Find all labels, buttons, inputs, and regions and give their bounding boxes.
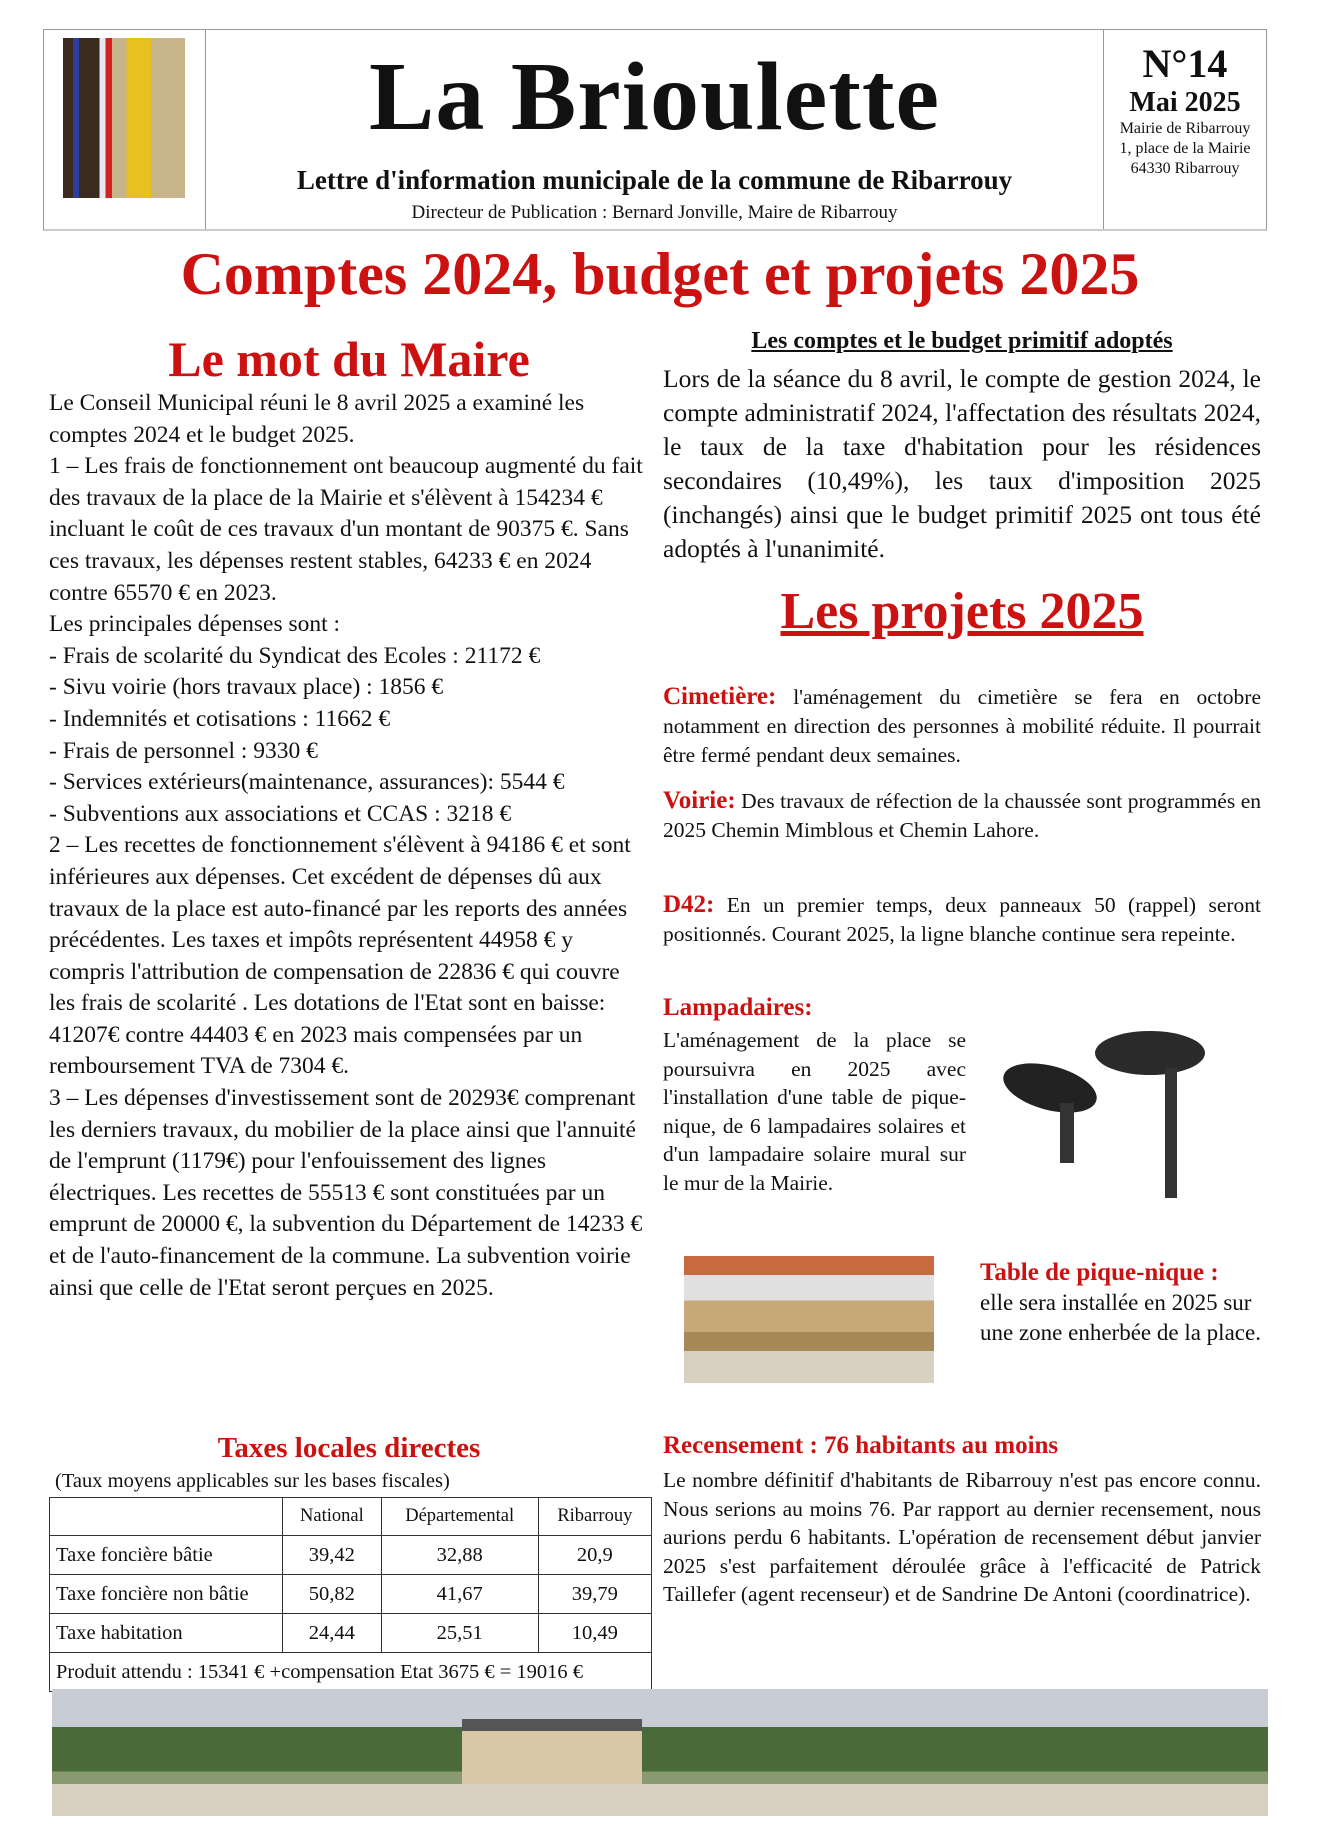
cell: 41,67 xyxy=(381,1575,538,1614)
newsletter-title: La Brioulette xyxy=(369,43,940,151)
projet-cimetiere xyxy=(663,682,1261,770)
cell: 39,79 xyxy=(538,1575,651,1614)
town-hall-building xyxy=(462,1719,642,1784)
village-panorama-photo xyxy=(52,1689,1268,1816)
header-cell: Départemental xyxy=(381,1498,538,1536)
paragraph: 1 – Les frais de fonctionnement ont beaucoup augmenté du fait des travaux de la place de la Mairie et s'élèvent à 154234 € incluant le coût de ces travaux d'un montant de 90375 €. Sans ces travaux, les dépenses restent stables, 64233 € en 2024 contre 65570 € en 2023. xyxy=(49,453,643,606)
recensement-title: Recensement : 76 habitants au moins xyxy=(663,1432,1059,1459)
masthead-photo-cell xyxy=(44,30,206,229)
table-row xyxy=(50,1536,652,1575)
town-hall-flags-photo xyxy=(63,38,185,198)
header-cell xyxy=(50,1498,283,1536)
table-footer-row xyxy=(50,1653,652,1692)
cell: 25,51 xyxy=(381,1614,538,1653)
address-line: 64330 Ribarrouy xyxy=(1130,160,1240,177)
mot-du-maire-title: Le mot du Maire xyxy=(168,331,530,387)
projet-label: Table de pique-nique : xyxy=(980,1259,1219,1286)
list-item: - Indemnités et cotisations : 11662 € xyxy=(49,705,391,732)
projet-voirie xyxy=(663,786,1261,845)
newsletter-subtitle: Lettre d'information municipale de la commune de Ribarrouy xyxy=(296,165,1013,195)
projet-label: D42: xyxy=(663,891,715,918)
taxes-title: Taxes locales directes xyxy=(217,1432,481,1464)
table-row xyxy=(50,1614,652,1653)
picnic-table-photo xyxy=(684,1256,934,1383)
projet-text: l'aménagement du cimetière se fera en octobre notamment en direction des personnes à mobilité réduite. Il pourrait être fermé pendant deux semaines. xyxy=(663,685,1261,767)
projet-label: Voirie: xyxy=(663,787,736,814)
projet-text: elle sera installée en 2025 sur une zone enherbée de la place. xyxy=(980,1290,1261,1345)
paragraph: Les principales dépenses sont : xyxy=(49,611,341,638)
list-item: - Sivu voirie (hors travaux place) : 1856 € xyxy=(49,674,444,701)
cell: 20,9 xyxy=(538,1536,651,1575)
taxes-subtitle: (Taux moyens applicables sur les bases fiscales) xyxy=(55,1470,450,1492)
header-cell: Ribarrouy xyxy=(538,1498,651,1536)
issue-number: N°14 xyxy=(1142,41,1228,86)
paragraph: Le Conseil Municipal réuni le 8 avril 2025 a examiné les comptes 2024 et le budget 2025. xyxy=(49,390,585,448)
list-item: - Services extérieurs(maintenance, assurances): 5544 € xyxy=(49,769,565,796)
recensement-text: Le nombre définitif d'habitants de Ribarrouy n'est pas encore connu. Nous serions au moins 76. Par rapport au dernier recensement, nous aurions perdu 6 habitants. L'opération de recensement début janvier 2025 s'est parfaitement déroulée grâce à l'efficacité de Patrick Taillefer (agent recenseur) et de Sandrine De Antoni (coordinatrice). xyxy=(663,1468,1261,1607)
comptes-title: Les comptes et le budget primitif adoptés xyxy=(751,328,1173,354)
cell: 50,82 xyxy=(283,1575,382,1614)
address-line: 1, place de la Mairie xyxy=(1119,140,1251,157)
lampadaires-text: L'aménagement de la place se poursuivra en 2025 avec l'installation d'une table de pique-nique, de 6 lampadaires solaires et d'un lampadaire solaire mural sur le mur de la Mairie. xyxy=(663,1028,966,1195)
main-headline: Comptes 2024, budget et projets 2025 xyxy=(180,241,1140,307)
header-cell: National xyxy=(283,1498,382,1536)
projet-d42 xyxy=(663,890,1261,949)
paragraph: 3 – Les dépenses d'investissement sont de 20293€ comprenant les derniers travaux, du mobilier de la place ainsi que l'annuité de l'emprunt (1179€) pour l'enfouissement des lignes électriques. Les recettes de 55513 € sont constituées par un emprunt de 20000 €, la subvention du Département de 14233 € et de l'auto-financement de la commune. La subvention voirie ainsi que celle de l'Etat seront perçues en 2025. xyxy=(49,1085,643,1301)
taxes-table xyxy=(49,1497,652,1692)
cell: 39,42 xyxy=(283,1536,382,1575)
projet-text: En un premier temps, deux panneaux 50 (rappel) seront positionnés. Courant 2025, la ligne blanche continue sera repeinte. xyxy=(663,893,1261,946)
cell: 24,44 xyxy=(283,1614,382,1653)
address-line: Mairie de Ribarrouy xyxy=(1119,120,1251,137)
list-item: - Frais de scolarité du Syndicat des Ecoles : 21172 € xyxy=(49,642,541,669)
publication-director: Directeur de Publication : Bernard Jonville, Maire de Ribarrouy xyxy=(411,202,898,223)
cell: Taxe foncière non bâtie xyxy=(50,1575,283,1614)
projet-text: Des travaux de réfection de la chaussée sont programmés en 2025 Chemin Mimblous et Chemin Lahore. xyxy=(663,789,1261,842)
masthead xyxy=(43,29,1267,231)
comptes-text: Lors de la séance du 8 avril, le compte de gestion 2024, le compte administratif 2024, l'affectation des résultats 2024, le taux de la taxe d'habitation pour les résidences secondaires (10,49%), les taux d'imposition 2025 (inchangés) ainsi que le budget primitif 2025 ont tous été adoptés à l'unanimité. xyxy=(663,364,1261,563)
table-pique-nique xyxy=(980,1258,1265,1348)
cell: Taxe foncière bâtie xyxy=(50,1536,283,1575)
cell: Taxe habitation xyxy=(50,1614,283,1653)
issue-date: Mai 2025 xyxy=(1129,87,1241,118)
projets-title: Les projets 2025 xyxy=(780,583,1144,640)
cell: Produit attendu : 15341 € +compensation Etat 3675 € = 19016 € xyxy=(50,1653,652,1692)
list-item: - Subventions aux associations et CCAS : 3218 € xyxy=(49,800,512,827)
cell: 10,49 xyxy=(538,1614,651,1653)
cell: 32,88 xyxy=(381,1536,538,1575)
issue-info xyxy=(1103,30,1266,229)
table-row xyxy=(50,1575,652,1614)
mot-du-maire-text xyxy=(49,388,649,1304)
projet-label: Cimetière: xyxy=(663,683,777,710)
solar-lamp-image xyxy=(1000,1018,1225,1208)
table-header-row xyxy=(50,1498,652,1536)
projet-label: Lampadaires: xyxy=(663,994,813,1021)
list-item: - Frais de personnel : 9330 € xyxy=(49,737,318,764)
paragraph: 2 – Les recettes de fonctionnement s'élèvent à 94186 € et sont inférieures aux dépenses. Cet excédent de dépenses dû aux travaux de la place est auto-financé par les reports des années précédentes. Les taxes et impôts représentent 44958 € y compris l'attribution de compensation de 22836 € qui couvre les frais de scolarité . Les dotations de l'Etat sont en baisse: 41207€ contre 44403 € en 2023 mais compensées par un remboursement TVA de 7304 €. xyxy=(49,832,631,1080)
